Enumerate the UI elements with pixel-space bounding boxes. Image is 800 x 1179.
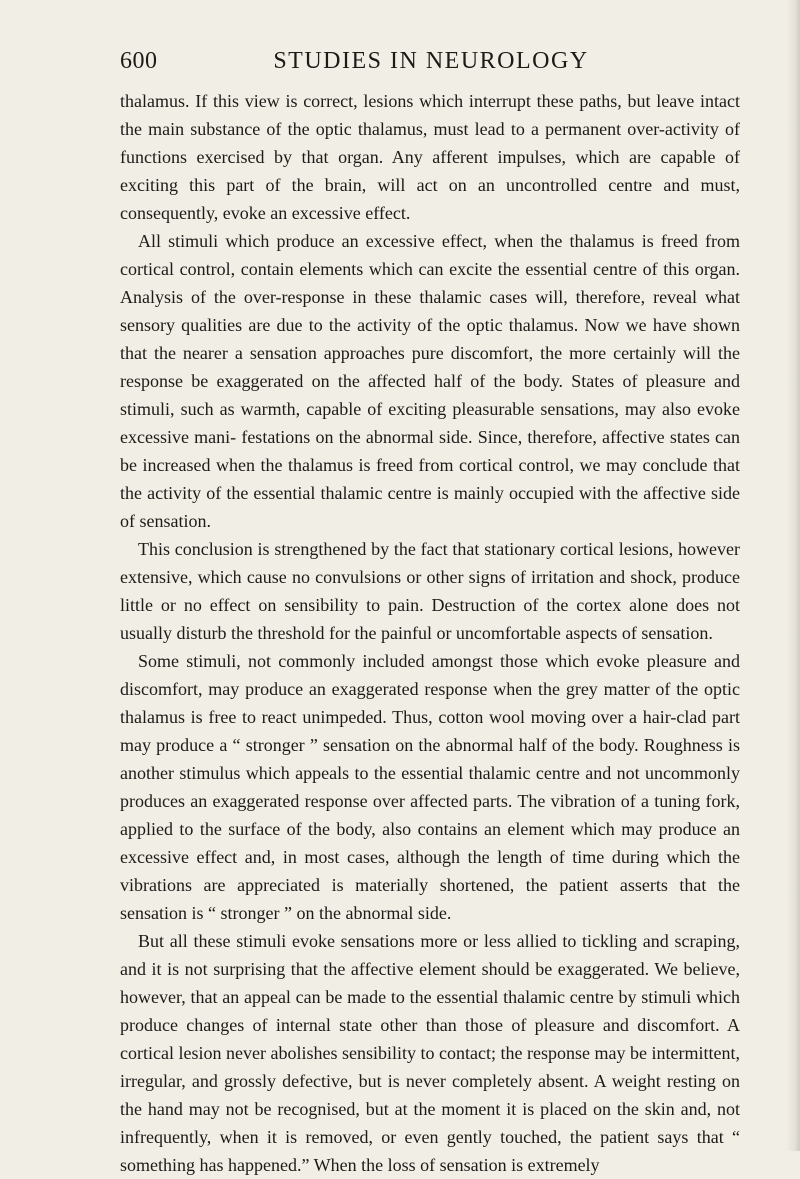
- body-text: [120, 87, 740, 1179]
- paragraph-continuation: thalamus. If this view is correct, lesions which interrupt these paths, but leave intact the main substance of the optic thalamus, must lead to a permanent over-activity of functions exercised by that organ. Any afferent impulses, which are capable of exciting this part of the brain, will act on an uncontrolled centre and must, consequently, evoke an excessive effect.: [120, 91, 740, 223]
- page-number: 600: [120, 48, 158, 74]
- paragraph: All stimuli which produce an excessive effect, when the thalamus is freed from cortical control, contain elements which can excite the essential centre of this organ. Analysis of the over-response in these thalamic cases will, therefore, reveal what sensory qualities are due to the activity of the optic thalamus. Now we have shown that the nearer a sensation approaches pure discomfort, the more certainly will the response be exaggerated on the affected half of the body. States of pleasure and stimuli, such as warmth, capable of exciting pleasurable sensations, may also evoke excessive mani- festations on the abnormal side. Since, therefore, affective states can be increased when the thalamus is freed from cortical control, we may conclude that the activity of the essential thalamic centre is mainly occupied with the affective side of sensation.: [120, 231, 740, 531]
- running-title: STUDIES IN NEUROLOGY: [273, 48, 589, 74]
- page-edge-shadow: [786, 0, 800, 1151]
- paragraph: This conclusion is strengthened by the fact that stationary cortical lesions, however extensive, which cause no convulsions or other signs of irritation and shock, produce little or no effect on sensibility to pain. Destruction of the cortex alone does not usually disturb the threshold for the painful or uncomfortable aspects of sensation.: [120, 539, 740, 643]
- paragraph: But all these stimuli evoke sensations more or less allied to tickling and scraping, and it is not surprising that the affective element should be exaggerated. We believe, however, that an appeal can be made to the essential thalamic centre by stimuli which produce changes of internal state other than those of pleasure and discomfort. A cortical lesion never abolishes sensibility to contact; the response may be intermittent, irregular, and grossly defective, but is never completely absent. A weight resting on the hand may not be recognised, but at the moment it is placed on the skin and, not infrequently, when it is removed, or even gently touched, the patient says that “ something has happened.” When the loss of sensation is extremely: [120, 931, 740, 1175]
- paragraph: Some stimuli, not commonly included amongst those which evoke pleasure and discomfort, may produce an exaggerated response when the grey matter of the optic thalamus is free to react unimpeded. Thus, cotton wool moving over a hair-clad part may produce a “ stronger ” sensation on the abnormal half of the body. Roughness is another stimulus which appeals to the essential thalamic centre and not uncommonly produces an exaggerated response over affected parts. The vibration of a tuning fork, applied to the surface of the body, also contains an element which may produce an excessive effect and, in most cases, although the length of time during which the vibrations are appreciated is materially shortened, the patient asserts that the sensation is “ stronger ” on the abnormal side.: [120, 651, 740, 923]
- running-head: [120, 48, 742, 84]
